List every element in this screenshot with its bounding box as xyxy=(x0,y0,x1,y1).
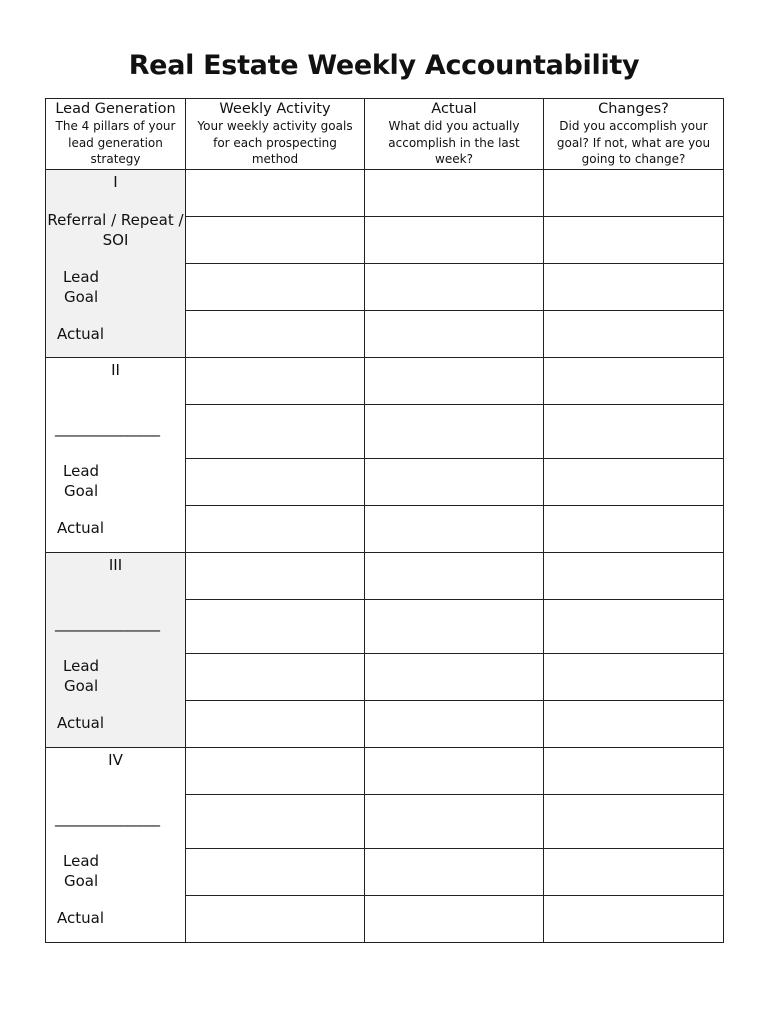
changes-cell[interactable] xyxy=(544,701,724,748)
pillar-1-numeral: I xyxy=(113,173,118,191)
actual-cell[interactable] xyxy=(365,405,544,459)
changes-cell[interactable] xyxy=(544,506,724,553)
header-actual-description: What did you actually accomplish in the last week? xyxy=(388,119,520,166)
pillar-2-cell xyxy=(46,358,186,553)
weekly-activity-cell[interactable] xyxy=(186,311,365,358)
weekly-activity-cell[interactable] xyxy=(186,264,365,311)
pillar-1-lead-label: Lead xyxy=(63,268,100,286)
actual-cell[interactable] xyxy=(365,849,544,896)
accountability-table xyxy=(45,98,724,943)
actual-cell[interactable] xyxy=(365,217,544,264)
pillar-3-cell xyxy=(46,553,186,748)
table-row xyxy=(46,553,724,600)
pillar-3-goal-label: Goal xyxy=(64,677,99,695)
table-row xyxy=(46,358,724,405)
header-actual-title: Actual xyxy=(431,101,477,117)
pillar-2-lead-label: Lead xyxy=(63,462,100,480)
actual-cell[interactable] xyxy=(365,600,544,654)
pillar-1-cell xyxy=(46,170,186,358)
pillar-1-actual-label: Actual xyxy=(57,325,104,343)
pillar-2-name-blank[interactable]: ________________ xyxy=(55,419,159,437)
page-title: Real Estate Weekly Accountability xyxy=(128,50,640,81)
pillar-4-goal-label: Goal xyxy=(64,872,99,890)
weekly-activity-cell[interactable] xyxy=(186,701,365,748)
header-actual xyxy=(365,99,544,170)
actual-cell[interactable] xyxy=(365,311,544,358)
pillar-3-lead-label: Lead xyxy=(63,657,100,675)
table-row xyxy=(46,748,724,795)
weekly-activity-cell[interactable] xyxy=(186,170,365,217)
weekly-activity-cell[interactable] xyxy=(186,849,365,896)
pillar-2-numeral: II xyxy=(111,361,120,379)
pillar-1-name: Referral / Repeat / SOI xyxy=(47,211,184,249)
actual-cell[interactable] xyxy=(365,748,544,795)
weekly-activity-cell[interactable] xyxy=(186,405,365,459)
header-lead-generation xyxy=(46,99,186,170)
actual-cell[interactable] xyxy=(365,170,544,217)
pillar-2-goal-label: Goal xyxy=(64,482,99,500)
actual-cell[interactable] xyxy=(365,654,544,701)
table-row xyxy=(46,170,724,217)
header-weekly-activity xyxy=(186,99,365,170)
changes-cell[interactable] xyxy=(544,849,724,896)
pillar-2-actual-label: Actual xyxy=(57,519,104,537)
pillar-4-name-blank[interactable]: ________________ xyxy=(55,809,159,827)
changes-cell[interactable] xyxy=(544,795,724,849)
changes-cell[interactable] xyxy=(544,405,724,459)
header-changes-description: Did you accomplish your goal? If not, what are you going to change? xyxy=(556,119,711,166)
actual-cell[interactable] xyxy=(365,553,544,600)
changes-cell[interactable] xyxy=(544,654,724,701)
changes-cell[interactable] xyxy=(544,896,724,943)
pillar-1-goal-label: Goal xyxy=(64,288,99,306)
pillar-4-lead-label: Lead xyxy=(63,852,100,870)
header-lead-generation-title: Lead Generation xyxy=(55,101,176,117)
actual-cell[interactable] xyxy=(365,896,544,943)
pillar-3-name-blank[interactable]: ________________ xyxy=(55,614,159,632)
weekly-activity-cell[interactable] xyxy=(186,795,365,849)
weekly-activity-cell[interactable] xyxy=(186,748,365,795)
weekly-activity-cell[interactable] xyxy=(186,896,365,943)
pillar-4-actual-label: Actual xyxy=(57,909,104,927)
actual-cell[interactable] xyxy=(365,358,544,405)
weekly-activity-cell[interactable] xyxy=(186,600,365,654)
actual-cell[interactable] xyxy=(365,701,544,748)
changes-cell[interactable] xyxy=(544,311,724,358)
header-lead-generation-description: The 4 pillars of your lead generation strategy xyxy=(55,119,176,166)
actual-cell[interactable] xyxy=(365,264,544,311)
header-row xyxy=(46,99,724,170)
weekly-activity-cell[interactable] xyxy=(186,459,365,506)
changes-cell[interactable] xyxy=(544,264,724,311)
weekly-activity-cell[interactable] xyxy=(186,654,365,701)
changes-cell[interactable] xyxy=(544,358,724,405)
weekly-activity-cell[interactable] xyxy=(186,553,365,600)
header-weekly-activity-description: Your weekly activity goals for each prospecting method xyxy=(197,119,353,166)
changes-cell[interactable] xyxy=(544,459,724,506)
changes-cell[interactable] xyxy=(544,170,724,217)
weekly-activity-cell[interactable] xyxy=(186,358,365,405)
changes-cell[interactable] xyxy=(544,600,724,654)
pillar-4-numeral: IV xyxy=(108,751,123,769)
changes-cell[interactable] xyxy=(544,553,724,600)
changes-cell[interactable] xyxy=(544,748,724,795)
changes-cell[interactable] xyxy=(544,217,724,264)
actual-cell[interactable] xyxy=(365,506,544,553)
pillar-4-cell xyxy=(46,748,186,943)
pillar-3-numeral: III xyxy=(108,556,123,574)
weekly-activity-cell[interactable] xyxy=(186,217,365,264)
actual-cell[interactable] xyxy=(365,795,544,849)
actual-cell[interactable] xyxy=(365,459,544,506)
pillar-3-actual-label: Actual xyxy=(57,714,104,732)
weekly-activity-cell[interactable] xyxy=(186,506,365,553)
header-changes-title: Changes? xyxy=(598,101,669,117)
header-weekly-activity-title: Weekly Activity xyxy=(219,101,331,117)
header-changes xyxy=(544,99,724,170)
